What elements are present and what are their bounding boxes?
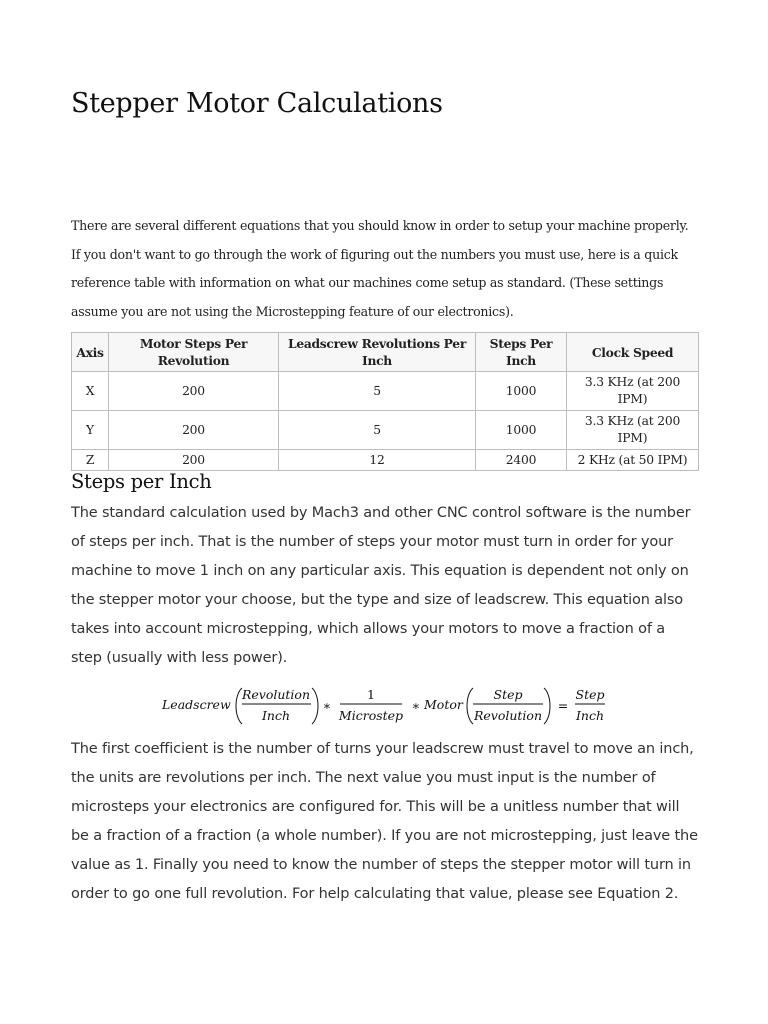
cell-clock-speed: 2 KHz (at 50 IPM) xyxy=(567,450,699,471)
cell-axis: X xyxy=(72,372,109,411)
table-header-row xyxy=(72,333,699,372)
cell-leadscrew-revolutions: 5 xyxy=(279,411,476,450)
eq-times: ∗ xyxy=(322,698,332,713)
header-leadscrew-revolutions: Leadscrew Revolutions Per Inch xyxy=(279,333,476,372)
eq-one: 1 xyxy=(367,687,375,702)
eq-result-step: Step xyxy=(575,687,605,702)
cell-steps-per-inch: 1000 xyxy=(476,372,567,411)
eq-microstep: Microstep xyxy=(338,708,404,723)
eq-equals: = xyxy=(557,698,569,713)
table-row xyxy=(72,411,699,450)
cell-motor-steps: 200 xyxy=(109,411,279,450)
cell-leadscrew-revolutions: 5 xyxy=(279,372,476,411)
eq-inch: Inch xyxy=(261,708,291,723)
header-axis: Axis xyxy=(72,333,109,372)
eq-step: Step xyxy=(493,687,523,702)
steps-per-inch-equation xyxy=(162,683,612,727)
eq-revolution: Revolution xyxy=(473,708,543,723)
page-title: Stepper Motor Calculations xyxy=(71,88,443,119)
eq-revolution: Revolution xyxy=(241,687,311,702)
cell-motor-steps: 200 xyxy=(109,450,279,471)
table-row xyxy=(72,450,699,471)
reference-table xyxy=(71,332,699,471)
eq-leadscrew: Leadscrew xyxy=(162,697,231,712)
intro-paragraph: There are several different equations that you should know in order to setup your machine properly. If you don't want to go through the work of figuring out the numbers you must use, here is a quick reference table with information on what our machines come setup as standard. (These settings assume you are not using the Microstepping feature of our electronics). xyxy=(71,218,689,319)
cell-clock-speed: 3.3 KHz (at 200 IPM) xyxy=(567,372,699,411)
eq-result-inch: Inch xyxy=(575,708,605,723)
table-row xyxy=(72,372,699,411)
body-paragraph: The first coefficient is the number of turns your leadscrew must travel to move an inch, the units are revolutions per inch. The next value you must input is the number of microsteps your electronics are configured for. This will be a unitless number that will be a fraction of a fraction (a whole number). If you are not microstepping, just leave the value as 1. Finally you need to know the number of steps the stepper motor will turn in order to go one full revolution. For help calculating that value, please see Equation 2. xyxy=(71,741,698,902)
cell-axis: Z xyxy=(72,450,109,471)
cell-motor-steps: 200 xyxy=(109,372,279,411)
cell-axis: Y xyxy=(72,411,109,450)
header-steps-per-inch: Steps Per Inch xyxy=(476,333,567,372)
eq-paren-open xyxy=(467,688,473,724)
cell-steps-per-inch: 1000 xyxy=(476,411,567,450)
header-clock-speed: Clock Speed xyxy=(567,333,699,372)
section-heading: Steps per Inch xyxy=(71,470,212,493)
eq-times: ∗ xyxy=(411,698,421,713)
cell-leadscrew-revolutions: 12 xyxy=(279,450,476,471)
cell-clock-speed: 3.3 KHz (at 200 IPM) xyxy=(567,411,699,450)
eq-motor: Motor xyxy=(424,697,463,712)
header-motor-steps: Motor Steps Per Revolution xyxy=(109,333,279,372)
eq-paren-close xyxy=(312,688,318,724)
body-paragraph: The standard calculation used by Mach3 and other CNC control software is the number of steps per inch. That is the number of steps your motor must turn in order for your machine to move 1 inch on any particular axis. This equation is dependent not only on the stepper motor your choose, but the type and size of leadscrew. This equation also takes into account microstepping, which allows your motors to move a fraction of a step (usually with less power). xyxy=(71,505,691,666)
eq-paren-close xyxy=(544,688,550,724)
equation-graphic xyxy=(162,683,612,727)
cell-steps-per-inch: 2400 xyxy=(476,450,567,471)
